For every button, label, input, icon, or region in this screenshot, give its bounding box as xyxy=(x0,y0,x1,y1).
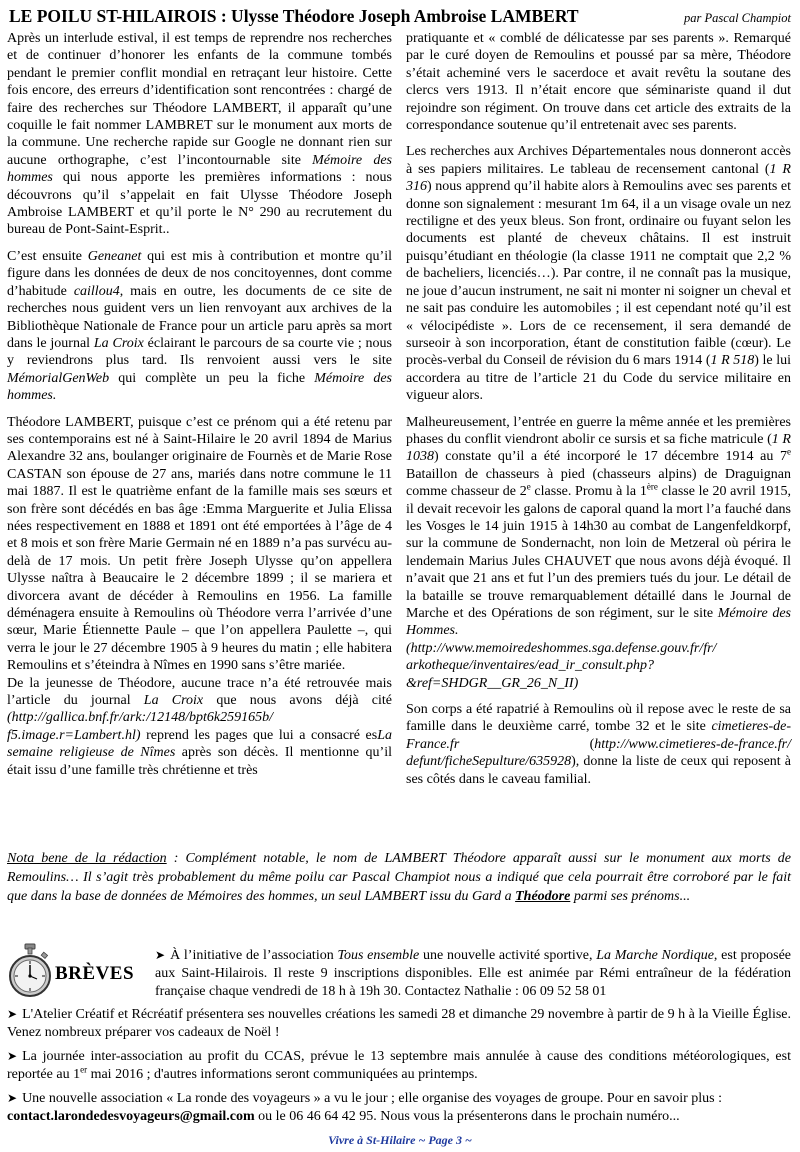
username: caillou4 xyxy=(73,283,120,299)
text: parmi ses prénoms... xyxy=(570,889,691,905)
journal-name: La semaine religieuse de Nîmes xyxy=(7,727,392,761)
text: , est proposée aux Saint-Hilairois. Il reste 9 inscriptions disponibles. Elle est animée par Rémi entraîneur de la fédération française chaque vendredi de 18 h à 19h 30. Contactez Nathalie : 06 09 52 58 01 xyxy=(155,948,791,999)
text: qui nous apporte les premières informations : nous découvrons qu’il s’appelait en fait Ulysse Théodore Joseph Ambroise LAMBERT et qu’il porte le N° 290 au recrutement du bureau de Pont-Saint-Esprit.. xyxy=(7,170,392,238)
brief-item xyxy=(155,946,791,1001)
text: ) constate qu’il a été incorporé le 17 décembre 1914 au 7 xyxy=(434,449,787,465)
journal-name: La Croix xyxy=(93,335,144,351)
site-name: Mémoire des hommes xyxy=(7,152,392,186)
text: Après un interlude estival, il est temps de reprendre nos recherches et de continuer d’honorer les enfants de la commune tombés pendant le premier conflit mondial en retraçant leur histoire. Cette fois encore, des erreurs d’identification sont rencontrées : chargé de faire des recherches sur Théodore LAMBERT, il apparaît qu’une coquille le fait nommer LAMBRET sur le monument aux morts de la commune. Une recherche rapide sur Google ne donnant rien sur aucune orthographe, c’est l’incontournable site xyxy=(7,31,392,168)
text: Bataillon de chasseurs à pied (chasseurs alpins) de Draguignan comme chasseur de 2 xyxy=(406,466,791,500)
arrow-icon: ➤ xyxy=(7,1091,18,1105)
ordinal: e xyxy=(526,481,531,492)
text: une nouvelle activité sportive, xyxy=(419,948,597,963)
archive-ref: 1 R 518 xyxy=(710,353,755,369)
contact-email[interactable]: contact.larondedesvoyageurs@gmail.com xyxy=(7,1109,255,1124)
brief-item xyxy=(7,1005,791,1042)
site-name: Mémoire des hommes. xyxy=(7,370,392,404)
ordinal: ère xyxy=(646,481,658,492)
text: après son décès. Il mentionne qu’il était issu d’une famille très chrétienne et très xyxy=(7,745,392,778)
text: qui est mis à contribution et montre qu’il figure dans les données de deux de nos concitoyennes, dont comme d’habitude xyxy=(7,248,392,299)
text: ou le 06 46 64 42 95. Nous vous la présenterons dans le prochain numéro... xyxy=(254,1109,680,1124)
gallica-link[interactable]: (http://gallica.bnf.fr/ark:/12148/bpt6k259165b/ f5.image.r=Lambert.hl) xyxy=(7,710,273,743)
editor-note xyxy=(7,849,791,907)
text: , mais en outre, les documents de ce site de recherches nous guident vers un lien renvoyant aux archives de la Bibliothèque Nationale de France pour un article paru après sa mort dans le journal xyxy=(7,283,392,351)
ordinal: er xyxy=(80,1064,88,1075)
text: ) nous apprend qu’il habite alors à Remoulins avec ses parents et donne son signalement : mesurant 1m 64, il a un visage ovale un nez rectiligne et des yeux bleus. Son front, ordinaire ou fuyant selon les documents est planté de cheveux châtains. Il est instruit puisqu’étudiant en théologie (la classe 1911 ne comptait que 2,2 % de bacheliers, licenciés…). Par contre, il ne connaît pas la musique, ne joue d’aucun instrument, ne sait ni monter ni soigner un cheval et ne sait pas conduire les automobiles ; il est cependant noté qu’il est « vélocipédiste ». Lors de ce recensement, il sera demandé de surseoir à son incorporation, étant de constitution faible (cœur). Le procès-verbal du Conseil de révision du 6 mars 1914 ( xyxy=(406,179,791,369)
ordinal: e xyxy=(787,446,791,457)
association-name: Tous ensemble xyxy=(337,948,420,963)
article-title: LE POILU ST-HILAIROIS : Ulysse Théodore Joseph Ambroise LAMBERT xyxy=(9,6,579,26)
text: ( xyxy=(459,736,595,752)
arrow-icon: ➤ xyxy=(7,1049,18,1063)
page-footer: Vivre à St-Hilaire ~ Page 3 ~ xyxy=(328,1133,472,1147)
text: éclairant le parcours de sa courte vie ; nous y reviendrons plus tard. Ils renvoient aussi vers le site xyxy=(7,335,393,369)
article-author: par Pascal Champiot xyxy=(684,11,791,25)
paragraph: pratiquante et « comblé de délicatesse par ses parents ». Remarqué par le curé doyen de Remoulins et poussé par sa mère, Théodore s’était acheminé vers le sacerdoce et avait revêtu la soutane des clercs vers 1913. Il n’était encore que séminariste quand il dut rejoindre son régiment. On trouve dans cet article des extraits de la correspondance soutenue qu’il entretenait avec ses parents. xyxy=(406,31,791,134)
text: L'Atelier Créatif et Récréatif présentera ses nouvelles créations les samedi 28 et dimanche 29 novembre à partir de 9 h à la Vieille Église. Venez nombreux préparer vos cadeaux de Noël ! xyxy=(7,1007,791,1040)
text: De la jeunesse de Théodore, aucune trace n’a été retrouvée mais l’article du journal xyxy=(7,675,392,709)
left-column xyxy=(7,30,392,788)
text: La journée inter-association au profit du CCAS, prévue le 13 septembre mais annulée à cause des conditions météorologiques, est reportée au 1 xyxy=(7,1049,791,1082)
arrow-icon: ➤ xyxy=(7,1007,18,1021)
text: qui complète un peu la fiche xyxy=(109,370,315,386)
text: ) le lui accordera au titre de l’article 21 du Code du service militaire en vigueur alors. xyxy=(406,353,792,404)
text: Une nouvelle association « La ronde des voyageurs » a vu le jour ; elle organise des voyages de groupe. Pour en savoir plus : xyxy=(22,1091,723,1106)
archive-ref: 1 R 1038 xyxy=(406,431,791,465)
text: Son corps a été rapatrié à Remoulins où il repose avec le reste de sa famille dans le deuxième carré, tombe 32 et le site xyxy=(406,702,791,735)
text: À l’initiative de l’association xyxy=(170,948,338,963)
right-column xyxy=(406,30,791,797)
stopwatch-icon xyxy=(8,943,52,999)
site-name: cimetieres-de-France.fr xyxy=(406,719,791,752)
archive-ref: 1 R 316 xyxy=(406,161,791,195)
text: C’est ensuite xyxy=(7,248,88,264)
text: classe le 20 avril 1915, il devait recevoir les galons de caporal quand la mort l’a fauché dans les Vosges le 14 juin 1915 à 14h30 au combat de Langenfeldkorpf, sur la commune de Sondernacht, non loin de Metzeral où périra le lendemain Marius Jules CHAUVET que nous avons déjà évoqué. Il n’avait que 21 ans et fut l’un des premiers tués du jour. Le détail de la bataille se trouve remarquablement détaillé dans le Journal de Marche et des Opérations de son régiment, sur le site xyxy=(406,484,792,621)
paragraph xyxy=(406,701,791,788)
note-label: Nota bene de la rédaction xyxy=(7,851,167,866)
text: classe. Promu à la 1 xyxy=(530,484,647,500)
text: mai 2016 ; d'autres informations seront communiquées au printemps. xyxy=(87,1067,478,1082)
paragraph xyxy=(406,143,791,404)
text: Malheureusement, l’entrée en guerre la même année et les premières phases du conflit viendront abolir ce sursis et sa fiche matricule ( xyxy=(406,414,791,447)
brief-item xyxy=(7,1047,791,1084)
site-name: Mémoire des Hommes. xyxy=(406,606,791,639)
text: que nous avons déjà cité xyxy=(203,693,392,709)
breves-heading xyxy=(8,943,148,1003)
text: reprend les pages que lui a consacré es xyxy=(140,727,378,743)
site-name: MémorialGenWeb xyxy=(7,370,110,386)
arrow-icon: ➤ xyxy=(155,948,166,962)
paragraph xyxy=(7,248,392,405)
brief-item xyxy=(7,1089,791,1126)
highlighted-name: Théodore xyxy=(515,889,571,905)
memoire-link[interactable]: (http://www.memoiredeshommes.sga.defense.gouv.fr/fr/ arkotheque/inventaires/ead_ir_consult.php? &ref=SHDGR__GR_26_N_II) xyxy=(406,640,717,691)
text: : Complément notable, le nom de LAMBERT Théodore apparaît aussi sur le monument aux morts de Remoulins… Il s’agit très probablement du même poilu car Pascal Champiot nous a indiqué que cela pourrait être corroboré par le fait que dans la base de données de Mémoires des hommes, un seul LAMBERT issu du Gard a xyxy=(7,851,792,905)
text: Les recherches aux Archives Départementales nous donneront accès à ses papiers militaires. Le tableau de recensement cantonal ( xyxy=(406,144,791,177)
breves-label: BRÈVES xyxy=(55,963,135,984)
text: ), donne la liste de ceux qui reposent à ses côtés dans le caveau familial. xyxy=(406,754,791,787)
article-header xyxy=(9,6,791,30)
journal-name: La Croix xyxy=(143,693,204,709)
paragraph xyxy=(406,414,791,693)
cimetieres-link[interactable]: http://www.cimetieres-de-france.fr/ defunt/ficheSepulture/635928 xyxy=(406,736,791,770)
paragraph: Théodore LAMBERT, puisque c’est ce prénom qui a été retenu par ses contemporains est né à Saint-Hilaire le 20 avril 1894 de Marius Alexandre 32 ans, boulanger originaire de Fournès et de Marie Rose CASTAN son épouse de 27 ans, mariés dans notre commune le 11 mai 1887. Il est le quatrième enfant de la famille mais ses sœurs et son frère sont décédés en bas âge :Emma Marguerite et Julia Elissa nées respectivement en 1888 et 1891 ont été emportées à l’âge de 4 et 8 mois et son frère Marie Germain né en 1889 n’a pas survécu au-delà de 17 mois. Un petit frère Joseph Ulysse qu’on appellera Ulysse naîtra à Beaucaire le 2 décembre 1899 ; il se mariera et divorcera avant de décéder à Remoulins en 1956. La famille déménagera ensuite à Remoulins où Théodore verra l’arrivée d’une sœur, Marie Étiennette Paule – que l’on appellera Paulette –, qui verra le jour le 27 décembre 1905 à 9 heures du matin ; elle habitera Remoulins et s’éteindra à Nîmes en 1990 sans s’être mariée. xyxy=(7,414,392,674)
site-name: Geneanet xyxy=(87,248,142,264)
activity-name: La Marche Nordique xyxy=(596,948,714,963)
paragraph xyxy=(7,30,392,239)
paragraph xyxy=(7,675,392,779)
